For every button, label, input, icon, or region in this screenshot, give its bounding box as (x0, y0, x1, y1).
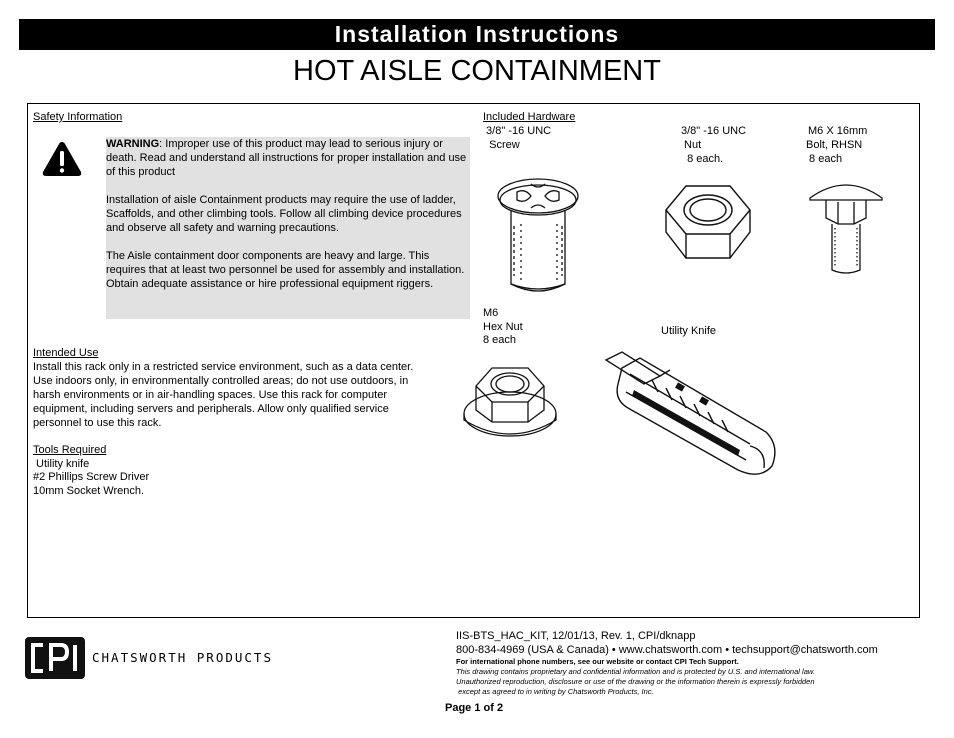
intended-use-line: personnel to use this rack. (33, 417, 162, 429)
company-name: CHATSWORTH PRODUCTS (92, 650, 273, 665)
screw-label: Screw (483, 139, 520, 151)
hardware-heading: Included Hardware (483, 111, 576, 123)
legal-notice: Unauthorized reproduction, disclosure or use of the drawing or the information therein is expressly forbidden (456, 677, 815, 686)
hexnut-label: Hex Nut (483, 321, 523, 333)
contact-info: 800-834-4969 (USA & Canada) • www.chatsworth.com • techsupport@chatsworth.com (456, 644, 878, 656)
warning-paragraph (106, 137, 470, 179)
tool-item: 10mm Socket Wrench. (33, 485, 145, 497)
tool-item: #2 Phillips Screw Driver (33, 471, 150, 483)
bolt-label: M6 X 16mm (808, 125, 868, 137)
utility-knife-icon (600, 350, 785, 482)
climbing-paragraph: Installation of aisle Containment products may require the use of ladder, Scaffolds, and other climbing tools. Follow all climbing device procedures and observe all safety and warning precautions. (106, 194, 462, 234)
intended-use-line: harsh environments or in air-handling spaces. Use this rack for computer (33, 389, 387, 401)
nut-label: 3/8" -16 UNC (681, 125, 747, 137)
nut-label: 8 each. (681, 153, 724, 165)
flange-nut-icon (460, 360, 560, 442)
tool-item: Utility knife (33, 458, 90, 470)
heavy-components-paragraph: The Aisle containment door components are heavy and large. This requires that at least two personnel be used for assembly and installation. Obtain adequate assistance or hire professional equipment riggers. (106, 250, 465, 290)
document-id: IIS-BTS_HAC_KIT, 12/01/13, Rev. 1, CPI/dknapp (456, 630, 696, 642)
warning-box (106, 137, 470, 319)
legal-notice: except as agreed to in writing by Chatsworth Products, Inc. (456, 687, 654, 696)
page-number: Page 1 of 2 (445, 702, 504, 714)
intended-use-line: Install this rack only in a restricted service environment, such as a data center. (33, 361, 414, 373)
legal-notice: This drawing contains proprietary and confidential information and is protected by U.S. and international law. (456, 667, 815, 676)
bolt-label: Bolt, RHSN (806, 139, 863, 151)
intended-use-line: equipment, including servers and peripherals. Allow only qualified service (33, 403, 389, 415)
warning-text: : Improper use of this product may lead to serious injury or death. Read and understand all instructions for proper installation and use of this product (106, 138, 467, 178)
screw-icon (495, 166, 581, 302)
nut-label: Nut (681, 139, 702, 151)
warning-label: WARNING (106, 138, 160, 150)
intended-use-line: Use indoors only, in environmentally controlled areas; do not use outdoors, in (33, 375, 409, 387)
knife-label: Utility Knife (661, 325, 717, 337)
cpi-logo-icon (25, 637, 85, 679)
hex-nut-icon (662, 180, 754, 266)
hexnut-label: 8 each (483, 334, 517, 346)
intl-notice: For international phone numbers, see our website or contact CPI Tech Support. (456, 657, 739, 666)
carriage-bolt-icon (808, 178, 884, 276)
bolt-label: 8 each (806, 153, 843, 165)
screw-label: 3/8" -16 UNC (483, 125, 552, 137)
page-title: HOT AISLE CONTAINMENT (293, 55, 661, 87)
safety-heading: Safety Information (33, 111, 123, 123)
hexnut-label: M6 (483, 307, 499, 319)
banner-title: Installation Instructions (19, 19, 935, 50)
tools-heading: Tools Required (33, 444, 107, 456)
intended-use-heading: Intended Use (33, 347, 99, 359)
warning-icon (42, 141, 82, 177)
